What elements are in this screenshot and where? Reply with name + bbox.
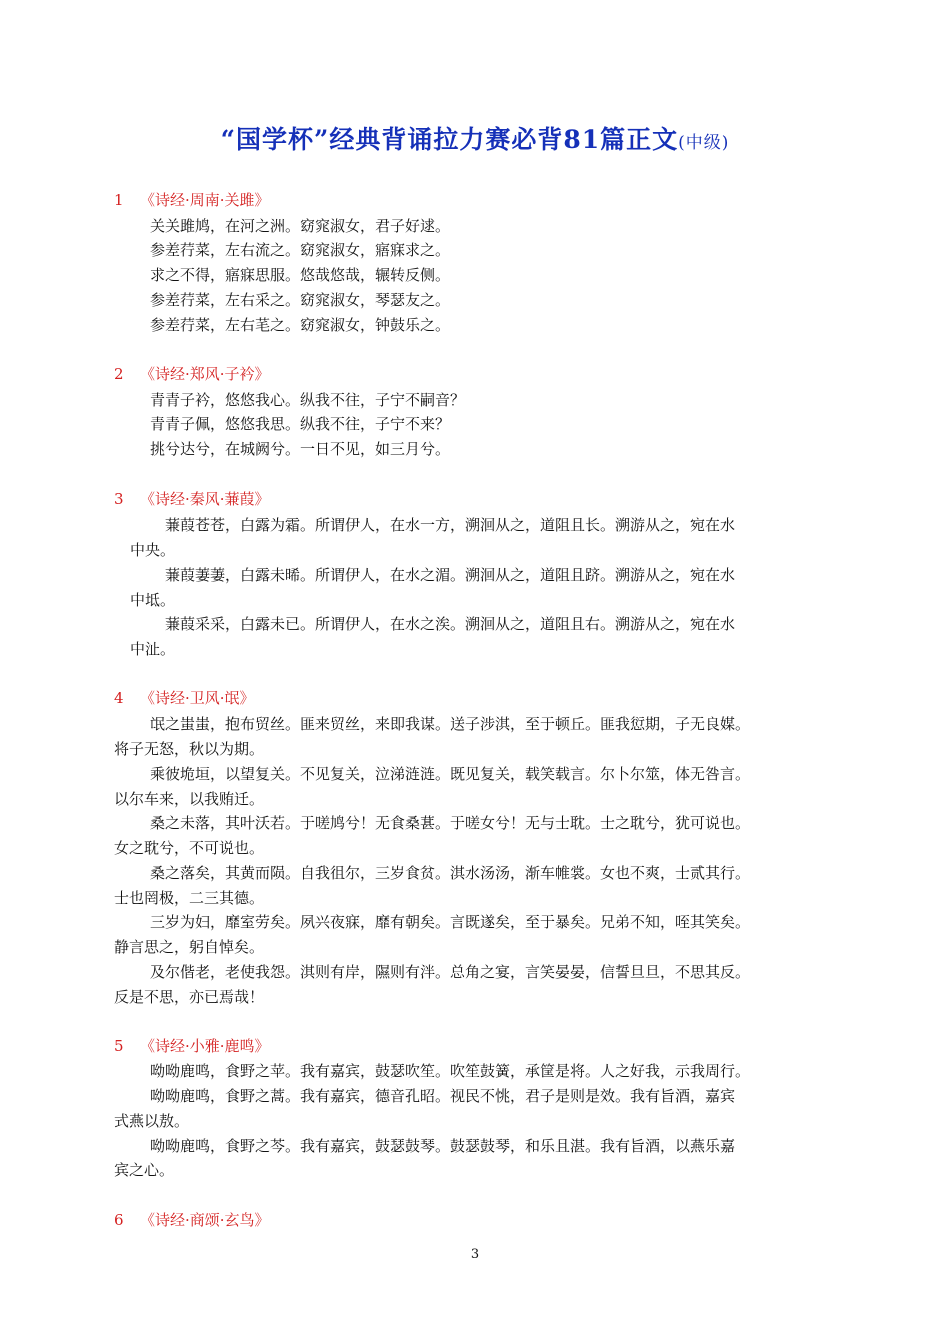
section-title: 《诗经·郑风·子衿》: [140, 365, 270, 383]
text-line: 女之耽兮，不可说也。: [114, 839, 265, 857]
text-line: 以尔车来，以我贿迁。: [114, 790, 265, 808]
text-line: 青青子衿，悠悠我心。纵我不往，子宁不嗣音？: [150, 391, 466, 409]
text-line: 关关雎鸠，在河之洲。窈窕淑女，君子好逑。: [150, 217, 451, 235]
text-line: 桑之未落，其叶沃若。于嗟鸠兮！无食桑葚。于嗟女兮！无与士耽。士之耽兮，犹可说也。: [150, 814, 751, 832]
section-title: 《诗经·周南·关雎》: [140, 191, 270, 209]
text-line: 中沚。: [130, 640, 176, 658]
text-line: 反是不思，亦已焉哉！: [114, 988, 265, 1006]
text-line: 蒹葭萋萋，白露未晞。所谓伊人，在水之湄。溯洄从之，道阻且跻。溯游从之，宛在水: [165, 566, 736, 584]
title-main: “国学杯”经典背诵拉力赛必背81篇正文: [220, 125, 679, 154]
text-line: 静言思之，躬自悼矣。: [114, 938, 265, 956]
text-line: 呦呦鹿鸣，食野之蒿。我有嘉宾，德音孔昭。视民不恌，君子是则是效。我有旨酒，嘉宾: [150, 1087, 736, 1105]
text-line: 士也罔极，二三其德。: [114, 889, 265, 907]
text-line: 及尔偕老，老使我怨。淇则有岸，隰则有泮。总角之宴，言笑晏晏，信誓旦旦，不思其反。: [150, 963, 751, 981]
text-line: 式燕以敖。: [114, 1112, 190, 1130]
text-line: 蒹葭苍苍，白露为霜。所谓伊人，在水一方，溯洄从之，道阻且长。溯游从之，宛在水: [165, 516, 736, 534]
section-title: 《诗经·秦风·蒹葭》: [140, 490, 270, 508]
text-line: 蒹葭采采，白露未已。所谓伊人，在水之涘。溯洄从之，道阻且右。溯游从之，宛在水: [165, 615, 736, 633]
text-line: 参差荇菜，左右采之。窈窕淑女，琴瑟友之。: [150, 291, 451, 309]
text-line: 挑兮达兮，在城阙兮。一日不见，如三月兮。: [150, 440, 451, 458]
text-line: 将子无怒，秋以为期。: [114, 740, 265, 758]
text-line: 青青子佩，悠悠我思。纵我不往，子宁不来？: [150, 415, 451, 433]
text-line: 乘彼垝垣，以望复关。不见复关，泣涕涟涟。既见复关，载笑载言。尔卜尔筮，体无咎言。: [150, 765, 751, 783]
text-line: 三岁为妇，靡室劳矣。夙兴夜寐，靡有朝矣。言既遂矣，至于暴矣。兄弟不知，咥其笑矣。: [150, 913, 751, 931]
text-line: 中坻。: [130, 591, 176, 609]
text-line: 参差荇菜，左右芼之。窈窕淑女，钟鼓乐之。: [150, 316, 451, 334]
section-number: 4: [114, 689, 124, 707]
page-title: [0, 124, 950, 159]
text-line: 呦呦鹿鸣，食野之苹。我有嘉宾，鼓瑟吹笙。吹笙鼓簧，承筐是将。人之好我，示我周行。: [150, 1062, 751, 1080]
section-number: 3: [114, 490, 124, 508]
text-line: 参差荇菜，左右流之。窈窕淑女，寤寐求之。: [150, 241, 451, 259]
page-number: 3: [470, 1247, 480, 1262]
text-line: 桑之落矣，其黄而陨。自我徂尔，三岁食贫。淇水汤汤，渐车帷裳。女也不爽，士贰其行。: [150, 864, 751, 882]
section-title: 《诗经·卫风·氓》: [140, 689, 255, 707]
section-title: 《诗经·商颂·玄鸟》: [140, 1211, 270, 1229]
text-line: 氓之蚩蚩，抱布贸丝。匪来贸丝，来即我谋。送子涉淇，至于顿丘。匪我愆期，子无良媒。: [150, 715, 751, 733]
text-line: 求之不得，寤寐思服。悠哉悠哉，辗转反侧。: [150, 266, 451, 284]
section-title: 《诗经·小雅·鹿鸣》: [140, 1037, 270, 1055]
title-level: (中级): [678, 133, 730, 153]
text-line: 呦呦鹿鸣，食野之芩。我有嘉宾，鼓瑟鼓琴。鼓瑟鼓琴，和乐且湛。我有旨酒，以燕乐嘉: [150, 1137, 736, 1155]
text-line: 宾之心。: [114, 1161, 175, 1179]
section-number: 1: [114, 191, 124, 209]
section-number: 2: [114, 365, 124, 383]
section-number: 6: [114, 1211, 124, 1229]
text-line: 中央。: [130, 541, 176, 559]
section-number: 5: [114, 1037, 124, 1055]
